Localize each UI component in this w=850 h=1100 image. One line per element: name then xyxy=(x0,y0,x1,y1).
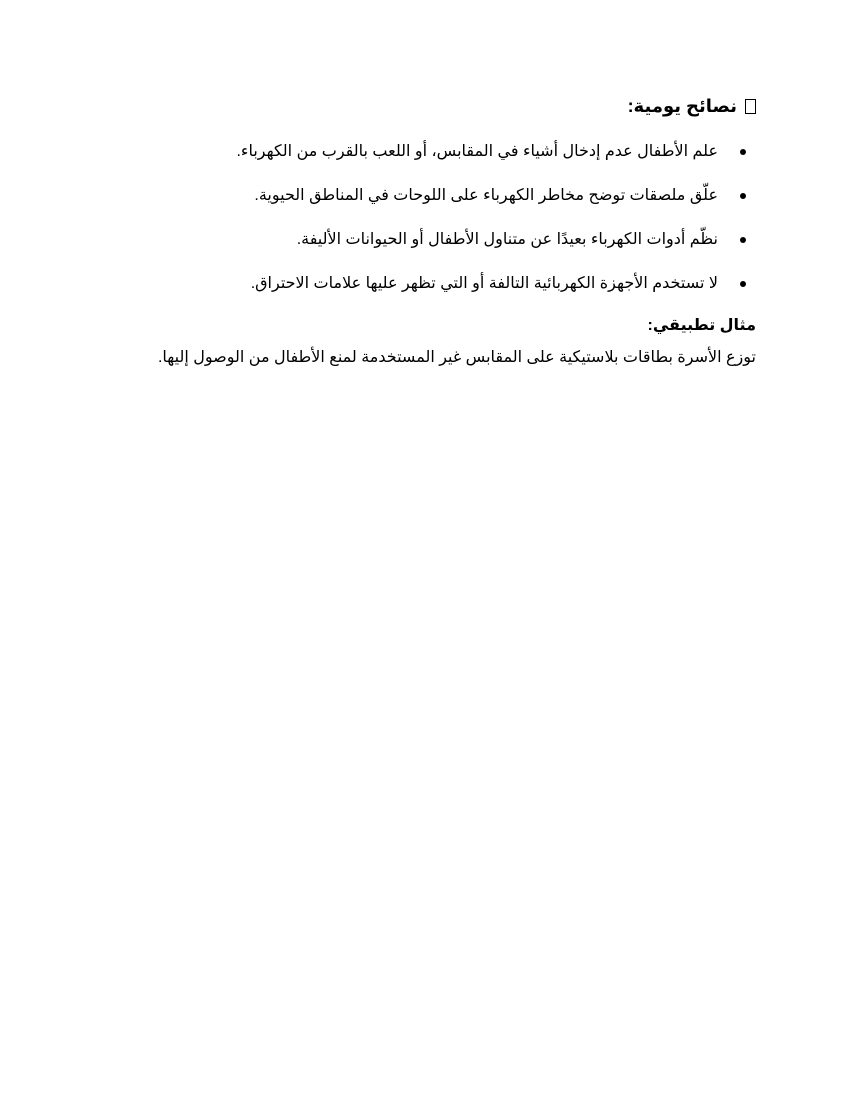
bullet-icon xyxy=(740,237,746,243)
section-heading xyxy=(628,94,756,118)
tips-list xyxy=(236,140,746,316)
tip-text: لا تستخدم الأجهزة الكهربائية التالفة أو التي تظهر عليها علامات الاحتراق. xyxy=(250,275,718,292)
tip-text: نظّم أدوات الكهرباء بعيدًا عن متناول الأطفال أو الحيوانات الأليفة. xyxy=(296,231,718,248)
bullet-icon xyxy=(740,281,746,287)
tip-text: علّق ملصقات توضح مخاطر الكهرباء على اللوحات في المناطق الحيوية. xyxy=(254,187,718,204)
empty-box-icon xyxy=(745,99,756,114)
section-title: نصائح يومية: xyxy=(627,96,737,116)
bullet-icon xyxy=(740,193,746,199)
list-item xyxy=(236,228,746,252)
example-heading: مثال تطبيقي: xyxy=(647,317,756,334)
bullet-icon xyxy=(740,149,746,155)
example-text: توزع الأسرة بطاقات بلاستيكية على المقابس غير المستخدمة لمنع الأطفال من الوصول إليها. xyxy=(157,349,756,366)
list-item xyxy=(236,140,746,164)
list-item xyxy=(236,272,746,296)
list-item xyxy=(236,184,746,208)
tip-text: علم الأطفال عدم إدخال أشياء في المقابس، أو اللعب بالقرب من الكهرباء. xyxy=(236,143,718,160)
